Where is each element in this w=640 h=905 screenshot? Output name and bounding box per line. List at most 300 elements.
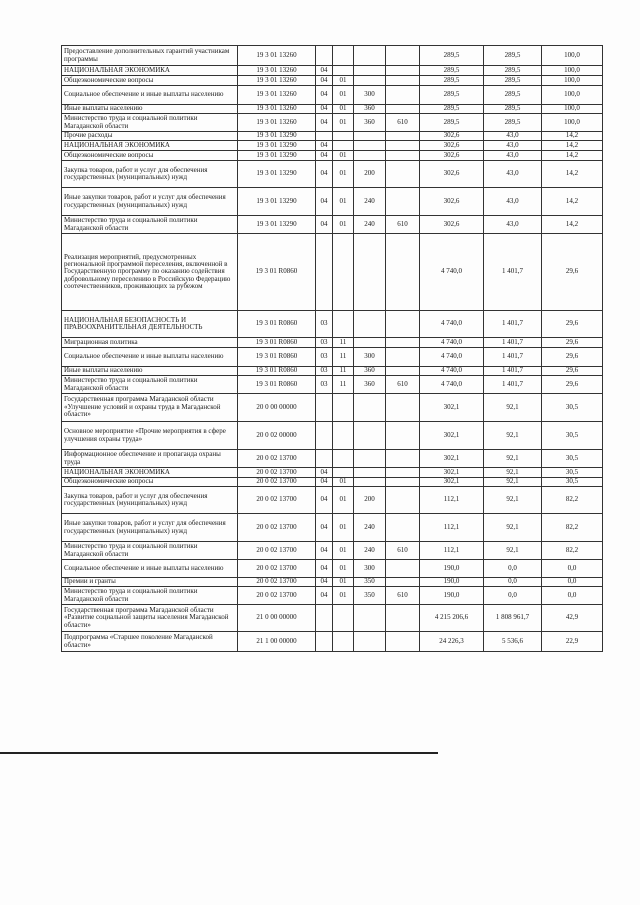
- cell-grbs: [386, 76, 420, 86]
- cell-expense-type: [354, 394, 386, 422]
- table-row: [62, 66, 603, 76]
- cell-grbs: [386, 311, 420, 338]
- cell-subsection: 11: [333, 348, 354, 367]
- cell-name: Закупка товаров, работ и услуг для обеспечения государственных (муниципальных) нужд: [62, 161, 238, 188]
- cell-subsection: [333, 632, 354, 652]
- cell-expense-type: [354, 46, 386, 66]
- cell-name: Государственная программа Магаданской области «Развитие социальной защиты населения Магаданской области»: [62, 605, 238, 632]
- cell-name: Иные выплаты населению: [62, 105, 238, 114]
- cell-grbs: [386, 367, 420, 376]
- cell-name: Иные выплаты населению: [62, 367, 238, 376]
- cell-plan: 302,1: [420, 394, 484, 422]
- cell-plan: 289,5: [420, 46, 484, 66]
- cell-expense-type: [354, 132, 386, 141]
- cell-subsection: 01: [333, 478, 354, 487]
- cell-fact: 92,1: [484, 514, 542, 542]
- cell-code: 20 0 02 13700: [238, 542, 316, 560]
- table-row: [62, 338, 603, 348]
- bottom-rule: [0, 752, 438, 754]
- table-row: [62, 76, 603, 86]
- cell-grbs: [386, 394, 420, 422]
- table-row: [62, 46, 603, 66]
- cell-name: Социальное обеспечение и иные выплаты населению: [62, 86, 238, 105]
- cell-fact: 43,0: [484, 151, 542, 161]
- cell-code: 20 0 02 13700: [238, 514, 316, 542]
- cell-grbs: [386, 234, 420, 311]
- cell-code: 19 3 01 13290: [238, 161, 316, 188]
- cell-grbs: [386, 478, 420, 487]
- cell-name: Реализация мероприятий, предусмотренных региональной программой переселения, включенной в Государственную программу по оказанию содействия добровольному переселению в Российскую Федерацию соотечественников, проживающих за рубежом: [62, 234, 238, 311]
- cell-name: Иные закупки товаров, работ и услуг для обеспечения государственных (муниципальных) нужд: [62, 514, 238, 542]
- cell-expense-type: [354, 478, 386, 487]
- cell-percent: 29,6: [542, 348, 603, 367]
- cell-section: 04: [316, 188, 333, 216]
- cell-grbs: [386, 338, 420, 348]
- cell-fact: 289,5: [484, 76, 542, 86]
- cell-percent: 29,6: [542, 234, 603, 311]
- cell-name: НАЦИОНАЛЬНАЯ БЕЗОПАСНОСТЬ И ПРАВООХРАНИТЕЛЬНАЯ ДЕЯТЕЛЬНОСТЬ: [62, 311, 238, 338]
- cell-subsection: [333, 141, 354, 151]
- cell-section: 04: [316, 487, 333, 514]
- cell-subsection: 01: [333, 105, 354, 114]
- table-row: [62, 161, 603, 188]
- cell-expense-type: 350: [354, 587, 386, 605]
- cell-code: 19 3 01 13290: [238, 141, 316, 151]
- cell-grbs: [386, 560, 420, 578]
- cell-percent: 14,2: [542, 141, 603, 151]
- cell-fact: 289,5: [484, 114, 542, 132]
- cell-subsection: 01: [333, 587, 354, 605]
- cell-fact: 92,1: [484, 468, 542, 478]
- cell-subsection: [333, 422, 354, 450]
- cell-code: 19 3 01 R0860: [238, 367, 316, 376]
- cell-subsection: 11: [333, 338, 354, 348]
- cell-subsection: 01: [333, 188, 354, 216]
- cell-section: 04: [316, 587, 333, 605]
- cell-code: 19 3 01 13260: [238, 114, 316, 132]
- cell-grbs: 610: [386, 114, 420, 132]
- cell-plan: 302,1: [420, 468, 484, 478]
- cell-expense-type: 200: [354, 161, 386, 188]
- cell-fact: 43,0: [484, 132, 542, 141]
- cell-percent: 14,2: [542, 151, 603, 161]
- table-row: [62, 216, 603, 234]
- cell-percent: 29,6: [542, 338, 603, 348]
- cell-section: 04: [316, 114, 333, 132]
- cell-expense-type: [354, 632, 386, 652]
- cell-name: Информационное обеспечение и пропаганда охраны труда: [62, 450, 238, 468]
- cell-plan: 289,5: [420, 114, 484, 132]
- table-row: [62, 542, 603, 560]
- table-body: [62, 46, 603, 652]
- cell-plan: 4 740,0: [420, 348, 484, 367]
- cell-subsection: 01: [333, 560, 354, 578]
- cell-code: 20 0 02 13700: [238, 578, 316, 587]
- cell-section: 03: [316, 338, 333, 348]
- cell-subsection: 01: [333, 86, 354, 105]
- cell-expense-type: [354, 311, 386, 338]
- cell-grbs: [386, 450, 420, 468]
- table-row: [62, 348, 603, 367]
- cell-section: 04: [316, 216, 333, 234]
- cell-subsection: 01: [333, 151, 354, 161]
- cell-section: [316, 605, 333, 632]
- cell-percent: 0,0: [542, 578, 603, 587]
- cell-expense-type: 360: [354, 114, 386, 132]
- cell-section: [316, 132, 333, 141]
- cell-subsection: 01: [333, 487, 354, 514]
- cell-percent: 42,9: [542, 605, 603, 632]
- cell-fact: 1 401,7: [484, 376, 542, 394]
- cell-subsection: 01: [333, 76, 354, 86]
- cell-expense-type: [354, 422, 386, 450]
- cell-percent: 100,0: [542, 76, 603, 86]
- cell-plan: 302,6: [420, 141, 484, 151]
- cell-plan: 4 740,0: [420, 376, 484, 394]
- cell-code: 19 3 01 13260: [238, 86, 316, 105]
- cell-code: 20 0 02 13700: [238, 560, 316, 578]
- cell-section: [316, 632, 333, 652]
- cell-plan: 190,0: [420, 578, 484, 587]
- cell-section: 04: [316, 514, 333, 542]
- cell-name: НАЦИОНАЛЬНАЯ ЭКОНОМИКА: [62, 66, 238, 76]
- cell-fact: 289,5: [484, 46, 542, 66]
- cell-code: 21 1 00 00000: [238, 632, 316, 652]
- cell-name: Подпрограмма «Старшее поколение Магаданской области»: [62, 632, 238, 652]
- cell-percent: 30,5: [542, 394, 603, 422]
- cell-code: 20 0 02 00000: [238, 422, 316, 450]
- cell-expense-type: 350: [354, 578, 386, 587]
- cell-subsection: [333, 394, 354, 422]
- cell-subsection: 01: [333, 161, 354, 188]
- cell-plan: 190,0: [420, 587, 484, 605]
- budget-table: [61, 45, 603, 652]
- cell-plan: 302,6: [420, 151, 484, 161]
- cell-grbs: [386, 66, 420, 76]
- cell-section: [316, 46, 333, 66]
- cell-name: Основное мероприятие «Прочие мероприятия в сфере улучшения охраны труда»: [62, 422, 238, 450]
- cell-grbs: [386, 132, 420, 141]
- cell-subsection: [333, 132, 354, 141]
- cell-percent: 30,5: [542, 422, 603, 450]
- cell-percent: 14,2: [542, 132, 603, 141]
- cell-subsection: 11: [333, 367, 354, 376]
- cell-name: Предоставление дополнительных гарантий участникам программы: [62, 46, 238, 66]
- cell-expense-type: [354, 468, 386, 478]
- cell-section: [316, 394, 333, 422]
- cell-grbs: [386, 348, 420, 367]
- table-row: [62, 311, 603, 338]
- cell-percent: 100,0: [542, 66, 603, 76]
- cell-name: Министерство труда и социальной политики Магаданской области: [62, 114, 238, 132]
- cell-subsection: [333, 46, 354, 66]
- cell-subsection: 01: [333, 578, 354, 587]
- cell-name: Общеэкономические вопросы: [62, 76, 238, 86]
- cell-plan: 24 226,3: [420, 632, 484, 652]
- cell-expense-type: [354, 338, 386, 348]
- cell-section: 04: [316, 105, 333, 114]
- cell-grbs: [386, 151, 420, 161]
- cell-grbs: [386, 46, 420, 66]
- cell-subsection: [333, 66, 354, 76]
- table-row: [62, 151, 603, 161]
- cell-expense-type: 360: [354, 105, 386, 114]
- cell-percent: 30,5: [542, 468, 603, 478]
- cell-percent: 30,5: [542, 450, 603, 468]
- cell-expense-type: 240: [354, 216, 386, 234]
- table-row: [62, 86, 603, 105]
- cell-fact: 1 401,7: [484, 311, 542, 338]
- cell-expense-type: [354, 141, 386, 151]
- cell-plan: 4 740,0: [420, 338, 484, 348]
- cell-percent: 100,0: [542, 114, 603, 132]
- cell-fact: 289,5: [484, 105, 542, 114]
- cell-fact: 92,1: [484, 478, 542, 487]
- cell-expense-type: 200: [354, 487, 386, 514]
- cell-name: Социальное обеспечение и иные выплаты населению: [62, 560, 238, 578]
- cell-grbs: [386, 632, 420, 652]
- table-row: [62, 632, 603, 652]
- cell-fact: 0,0: [484, 587, 542, 605]
- cell-fact: 0,0: [484, 578, 542, 587]
- cell-expense-type: [354, 234, 386, 311]
- cell-section: 04: [316, 76, 333, 86]
- cell-name: Иные закупки товаров, работ и услуг для обеспечения государственных (муниципальных) нужд: [62, 188, 238, 216]
- cell-name: Министерство труда и социальной политики Магаданской области: [62, 542, 238, 560]
- cell-name: Закупка товаров, работ и услуг для обеспечения государственных (муниципальных) нужд: [62, 487, 238, 514]
- table-row: [62, 188, 603, 216]
- cell-name: Государственная программа Магаданской области «Улучшение условий и охраны труда в Магаданской области»: [62, 394, 238, 422]
- cell-name: НАЦИОНАЛЬНАЯ ЭКОНОМИКА: [62, 141, 238, 151]
- cell-grbs: 610: [386, 542, 420, 560]
- cell-expense-type: 360: [354, 376, 386, 394]
- cell-section: 04: [316, 161, 333, 188]
- cell-percent: 100,0: [542, 86, 603, 105]
- cell-section: 04: [316, 151, 333, 161]
- cell-subsection: 01: [333, 542, 354, 560]
- table-row: [62, 468, 603, 478]
- cell-fact: 92,1: [484, 450, 542, 468]
- cell-code: 19 3 01 R0860: [238, 338, 316, 348]
- cell-code: 19 3 01 13260: [238, 76, 316, 86]
- cell-fact: 1 401,7: [484, 234, 542, 311]
- table-row: [62, 514, 603, 542]
- cell-name: Министерство труда и социальной политики Магаданской области: [62, 587, 238, 605]
- cell-subsection: 11: [333, 376, 354, 394]
- cell-plan: 112,1: [420, 514, 484, 542]
- cell-percent: 82,2: [542, 542, 603, 560]
- table-row: [62, 560, 603, 578]
- cell-section: 04: [316, 478, 333, 487]
- cell-expense-type: [354, 76, 386, 86]
- cell-name: Министерство труда и социальной политики Магаданской области: [62, 376, 238, 394]
- cell-grbs: [386, 86, 420, 105]
- cell-name: Министерство труда и социальной политики Магаданской области: [62, 216, 238, 234]
- table-row: [62, 376, 603, 394]
- table-row: [62, 105, 603, 114]
- cell-expense-type: [354, 151, 386, 161]
- cell-code: 19 3 01 R0860: [238, 234, 316, 311]
- cell-plan: 4 740,0: [420, 234, 484, 311]
- cell-section: 04: [316, 578, 333, 587]
- cell-plan: 4 740,0: [420, 311, 484, 338]
- cell-code: 19 3 01 13260: [238, 105, 316, 114]
- cell-name: Премии и гранты: [62, 578, 238, 587]
- cell-fact: 43,0: [484, 141, 542, 151]
- cell-plan: 4 740,0: [420, 367, 484, 376]
- cell-subsection: [333, 234, 354, 311]
- cell-code: 19 3 01 13260: [238, 46, 316, 66]
- cell-percent: 0,0: [542, 560, 603, 578]
- cell-plan: 289,5: [420, 76, 484, 86]
- cell-fact: 92,1: [484, 487, 542, 514]
- cell-fact: 1 401,7: [484, 367, 542, 376]
- cell-expense-type: 240: [354, 542, 386, 560]
- cell-percent: 14,2: [542, 216, 603, 234]
- table-row: [62, 234, 603, 311]
- cell-code: 19 3 01 13260: [238, 66, 316, 76]
- table-row: [62, 587, 603, 605]
- cell-fact: 1 808 961,7: [484, 605, 542, 632]
- cell-expense-type: [354, 605, 386, 632]
- cell-fact: 43,0: [484, 216, 542, 234]
- cell-plan: 302,6: [420, 188, 484, 216]
- cell-grbs: [386, 141, 420, 151]
- cell-code: 19 3 01 13290: [238, 132, 316, 141]
- cell-grbs: 610: [386, 376, 420, 394]
- cell-expense-type: 300: [354, 560, 386, 578]
- cell-name: Прочие расходы: [62, 132, 238, 141]
- cell-code: 19 3 01 13290: [238, 216, 316, 234]
- cell-expense-type: 300: [354, 348, 386, 367]
- cell-subsection: [333, 605, 354, 632]
- cell-section: 04: [316, 66, 333, 76]
- cell-grbs: [386, 188, 420, 216]
- cell-grbs: 610: [386, 587, 420, 605]
- cell-fact: 289,5: [484, 86, 542, 105]
- cell-grbs: [386, 422, 420, 450]
- cell-percent: 29,6: [542, 376, 603, 394]
- cell-code: 20 0 02 13700: [238, 478, 316, 487]
- cell-percent: 0,0: [542, 587, 603, 605]
- cell-grbs: [386, 487, 420, 514]
- cell-code: 20 0 00 00000: [238, 394, 316, 422]
- cell-fact: 0,0: [484, 560, 542, 578]
- cell-plan: 302,6: [420, 132, 484, 141]
- cell-percent: 22,9: [542, 632, 603, 652]
- cell-fact: 43,0: [484, 161, 542, 188]
- table-row: [62, 132, 603, 141]
- cell-section: [316, 422, 333, 450]
- cell-plan: 112,1: [420, 542, 484, 560]
- cell-expense-type: 300: [354, 86, 386, 105]
- table-row: [62, 578, 603, 587]
- table-row: [62, 422, 603, 450]
- cell-grbs: [386, 105, 420, 114]
- cell-name: Миграционная политика: [62, 338, 238, 348]
- cell-section: 03: [316, 376, 333, 394]
- cell-fact: 5 536,6: [484, 632, 542, 652]
- cell-subsection: [333, 311, 354, 338]
- cell-plan: 112,1: [420, 487, 484, 514]
- table-row: [62, 478, 603, 487]
- cell-section: 04: [316, 542, 333, 560]
- cell-percent: 14,2: [542, 161, 603, 188]
- cell-grbs: [386, 514, 420, 542]
- cell-plan: 289,5: [420, 66, 484, 76]
- cell-fact: 1 401,7: [484, 348, 542, 367]
- cell-subsection: 01: [333, 514, 354, 542]
- cell-percent: 14,2: [542, 188, 603, 216]
- cell-expense-type: 360: [354, 367, 386, 376]
- cell-name: НАЦИОНАЛЬНАЯ ЭКОНОМИКА: [62, 468, 238, 478]
- cell-name: Общеэкономические вопросы: [62, 478, 238, 487]
- cell-fact: 92,1: [484, 542, 542, 560]
- cell-code: 19 3 01 13290: [238, 151, 316, 161]
- cell-plan: 302,6: [420, 161, 484, 188]
- cell-expense-type: 240: [354, 514, 386, 542]
- cell-fact: 92,1: [484, 422, 542, 450]
- cell-code: 19 3 01 R0860: [238, 376, 316, 394]
- cell-code: 20 0 02 13700: [238, 487, 316, 514]
- cell-percent: 29,6: [542, 311, 603, 338]
- cell-name: Общеэкономические вопросы: [62, 151, 238, 161]
- table-row: [62, 605, 603, 632]
- cell-subsection: 01: [333, 216, 354, 234]
- cell-grbs: [386, 161, 420, 188]
- cell-fact: 289,5: [484, 66, 542, 76]
- cell-section: 04: [316, 468, 333, 478]
- table-row: [62, 394, 603, 422]
- cell-subsection: [333, 450, 354, 468]
- cell-plan: 289,5: [420, 86, 484, 105]
- cell-grbs: [386, 578, 420, 587]
- cell-section: [316, 450, 333, 468]
- cell-grbs: [386, 468, 420, 478]
- cell-section: 04: [316, 141, 333, 151]
- cell-code: 20 0 02 13700: [238, 468, 316, 478]
- cell-code: 19 3 01 R0860: [238, 311, 316, 338]
- cell-fact: 92,1: [484, 394, 542, 422]
- cell-code: 19 3 01 13290: [238, 188, 316, 216]
- cell-plan: 190,0: [420, 560, 484, 578]
- cell-fact: 43,0: [484, 188, 542, 216]
- cell-code: 20 0 02 13700: [238, 587, 316, 605]
- table-row: [62, 487, 603, 514]
- cell-code: 21 0 00 00000: [238, 605, 316, 632]
- cell-percent: 100,0: [542, 46, 603, 66]
- cell-percent: 30,5: [542, 478, 603, 487]
- cell-subsection: 01: [333, 114, 354, 132]
- cell-percent: 100,0: [542, 105, 603, 114]
- cell-percent: 82,2: [542, 514, 603, 542]
- cell-subsection: [333, 468, 354, 478]
- cell-expense-type: [354, 450, 386, 468]
- cell-grbs: 610: [386, 216, 420, 234]
- cell-plan: 302,1: [420, 450, 484, 468]
- cell-code: 20 0 02 13700: [238, 450, 316, 468]
- cell-plan: 302,1: [420, 478, 484, 487]
- cell-plan: 289,5: [420, 105, 484, 114]
- table-row: [62, 114, 603, 132]
- cell-section: [316, 234, 333, 311]
- table-row: [62, 141, 603, 151]
- cell-name: Социальное обеспечение и иные выплаты населению: [62, 348, 238, 367]
- cell-expense-type: 240: [354, 188, 386, 216]
- cell-grbs: [386, 605, 420, 632]
- cell-section: 03: [316, 348, 333, 367]
- table-row: [62, 367, 603, 376]
